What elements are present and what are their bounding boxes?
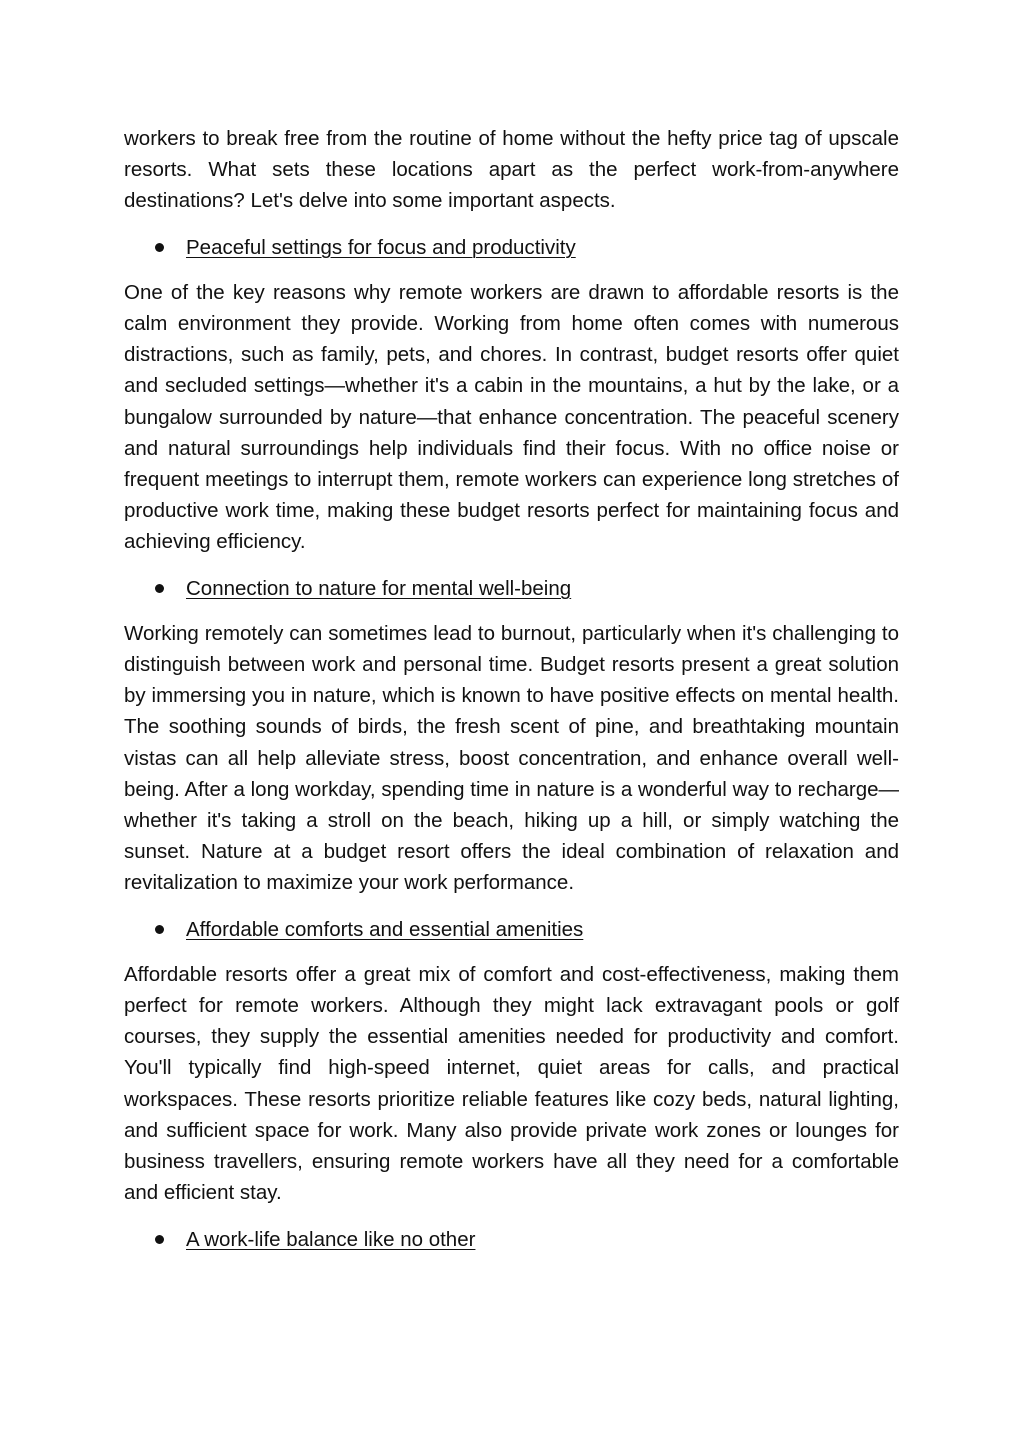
- bullet-dot-icon: [155, 584, 164, 593]
- section-heading: A work-life balance like no other: [186, 1227, 476, 1251]
- section-heading: Connection to nature for mental well-being: [186, 576, 572, 600]
- bullet-dot-icon: [155, 925, 164, 934]
- bullet-item-work-life-balance: [124, 1224, 899, 1255]
- section-heading: Peaceful settings for focus and productivity: [186, 235, 576, 259]
- section-paragraph: One of the key reasons why remote workers are drawn to affordable resorts is the calm environment they provide. Working from home often comes with numerous distractions, such as family, pets, and chores. In contrast, budget resorts offer quiet and secluded settings—whether it's a cabin in the mountains, a hut by the lake, or a bungalow surrounded by nature—that enhance concentration. The peaceful scenery and natural surroundings help individuals find their focus. With no office noise or frequent meetings to interrupt them, remote workers can experience long stretches of productive work time, making these budget resorts perfect for maintaining focus and achieving efficiency.: [124, 280, 899, 554]
- document-page: [124, 123, 899, 1269]
- bullet-item-affordable-comforts: [124, 914, 899, 945]
- section-paragraph: Working remotely can sometimes lead to burnout, particularly when it's challenging to distinguish between work and personal time. Budget resorts present a great solution by immersing you in nature, which is known to have positive effects on mental health. The soothing sounds of birds, the fresh scent of pine, and breathtaking mountain vistas can all help alleviate stress, boost concentration, and enhance overall well-being. After a long workday, spending time in nature is a wonderful way to recharge—whether it's taking a stroll on the beach, hiking up a hill, or simply watching the sunset. Nature at a budget resort offers the ideal combination of relaxation and revitalization to maximize your work performance.: [124, 621, 899, 895]
- section-heading: Affordable comforts and essential amenities: [186, 917, 584, 941]
- section-paragraph: Affordable resorts offer a great mix of comfort and cost-effectiveness, making them perfect for remote workers. Although they might lack extravagant pools or golf courses, they supply the essential amenities needed for productivity and comfort. You'll typically find high-speed internet, quiet areas for calls, and practical workspaces. These resorts prioritize reliable features like cozy beds, natural lighting, and sufficient space for work. Many also provide private work zones or lounges for business travellers, ensuring remote workers have all they need for a comfortable and efficient stay.: [124, 962, 899, 1205]
- bullet-dot-icon: [155, 1235, 164, 1244]
- bullet-dot-icon: [155, 243, 164, 252]
- intro-paragraph: workers to break free from the routine of home without the hefty price tag of upscale resorts. What sets these locations apart as the perfect work-from-anywhere destinations? Let's delve into some important aspects.: [124, 127, 899, 213]
- bullet-item-peaceful-settings: [124, 232, 899, 263]
- bullet-item-connection-to-nature: [124, 573, 899, 604]
